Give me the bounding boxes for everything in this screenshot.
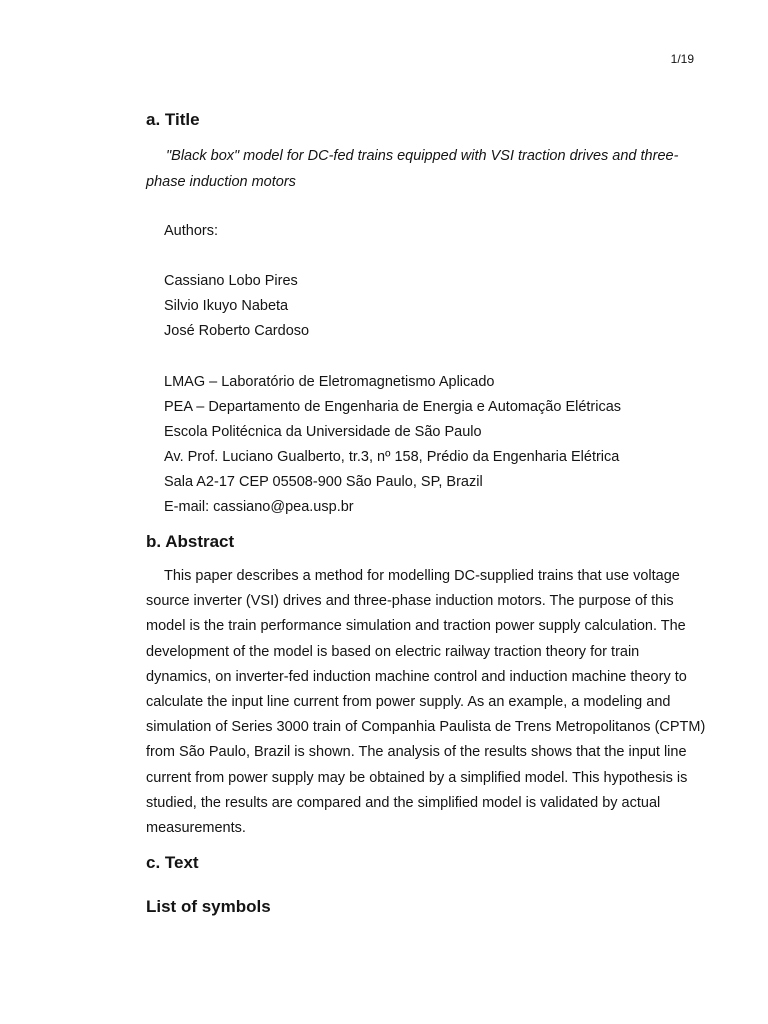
author-name: Silvio Ikuyo Nabeta: [164, 298, 289, 314]
affiliation-line: LMAG – Laboratório de Eletromagnetismo Aplicado: [164, 374, 495, 390]
section-abstract-heading: b. Abstract: [146, 532, 235, 551]
section-text-heading: c. Text: [146, 853, 199, 872]
list-of-symbols-heading: List of symbols: [146, 897, 271, 916]
affiliation-line: PEA – Departamento de Engenharia de Energia e Automação Elétricas: [164, 399, 622, 415]
author-name: Cassiano Lobo Pires: [164, 273, 298, 289]
affiliation-line: Sala A2-17 CEP 05508-900 São Paulo, SP, Brazil: [164, 474, 483, 490]
affiliation-email: E-mail: cassiano@pea.usp.br: [164, 499, 354, 515]
affiliation-line: Escola Politécnica da Universidade de São Paulo: [164, 424, 482, 440]
abstract-text: This paper describes a method for modelling DC-supplied trains that use voltage source inverter (VSI) drives and three-phase induction motors. The purpose of this model is the train performance simulation and traction power supply calculation. The development of the model is based on electric railway traction theory for train dynamics, on inverter-fed induction machine control and induction machine theory to calculate the input line current from power supply. As an example, a modeling and simulation of Series 3000 train of Companhia Paulista de Trens Metropolitanos (CPTM) from São Paulo, Brazil is shown. The analysis of the results shows that the input line current from power supply may be obtained by a simplified model. This hypothesis is studied, the results are compared and the simplified model is validated by actual measurements.: [146, 568, 706, 837]
author-name: José Roberto Cardoso: [164, 323, 310, 339]
affiliation-line: Av. Prof. Luciano Gualberto, tr.3, nº 158, Prédio da Engenharia Elétrica: [164, 449, 620, 465]
authors-label: Authors:: [164, 223, 218, 239]
page-number: 1/19: [670, 52, 694, 66]
section-title-heading: a. Title: [146, 110, 200, 129]
paper-title: "Black box" model for DC-fed trains equipped with VSI traction drives and three-phase induction motors: [146, 148, 679, 190]
